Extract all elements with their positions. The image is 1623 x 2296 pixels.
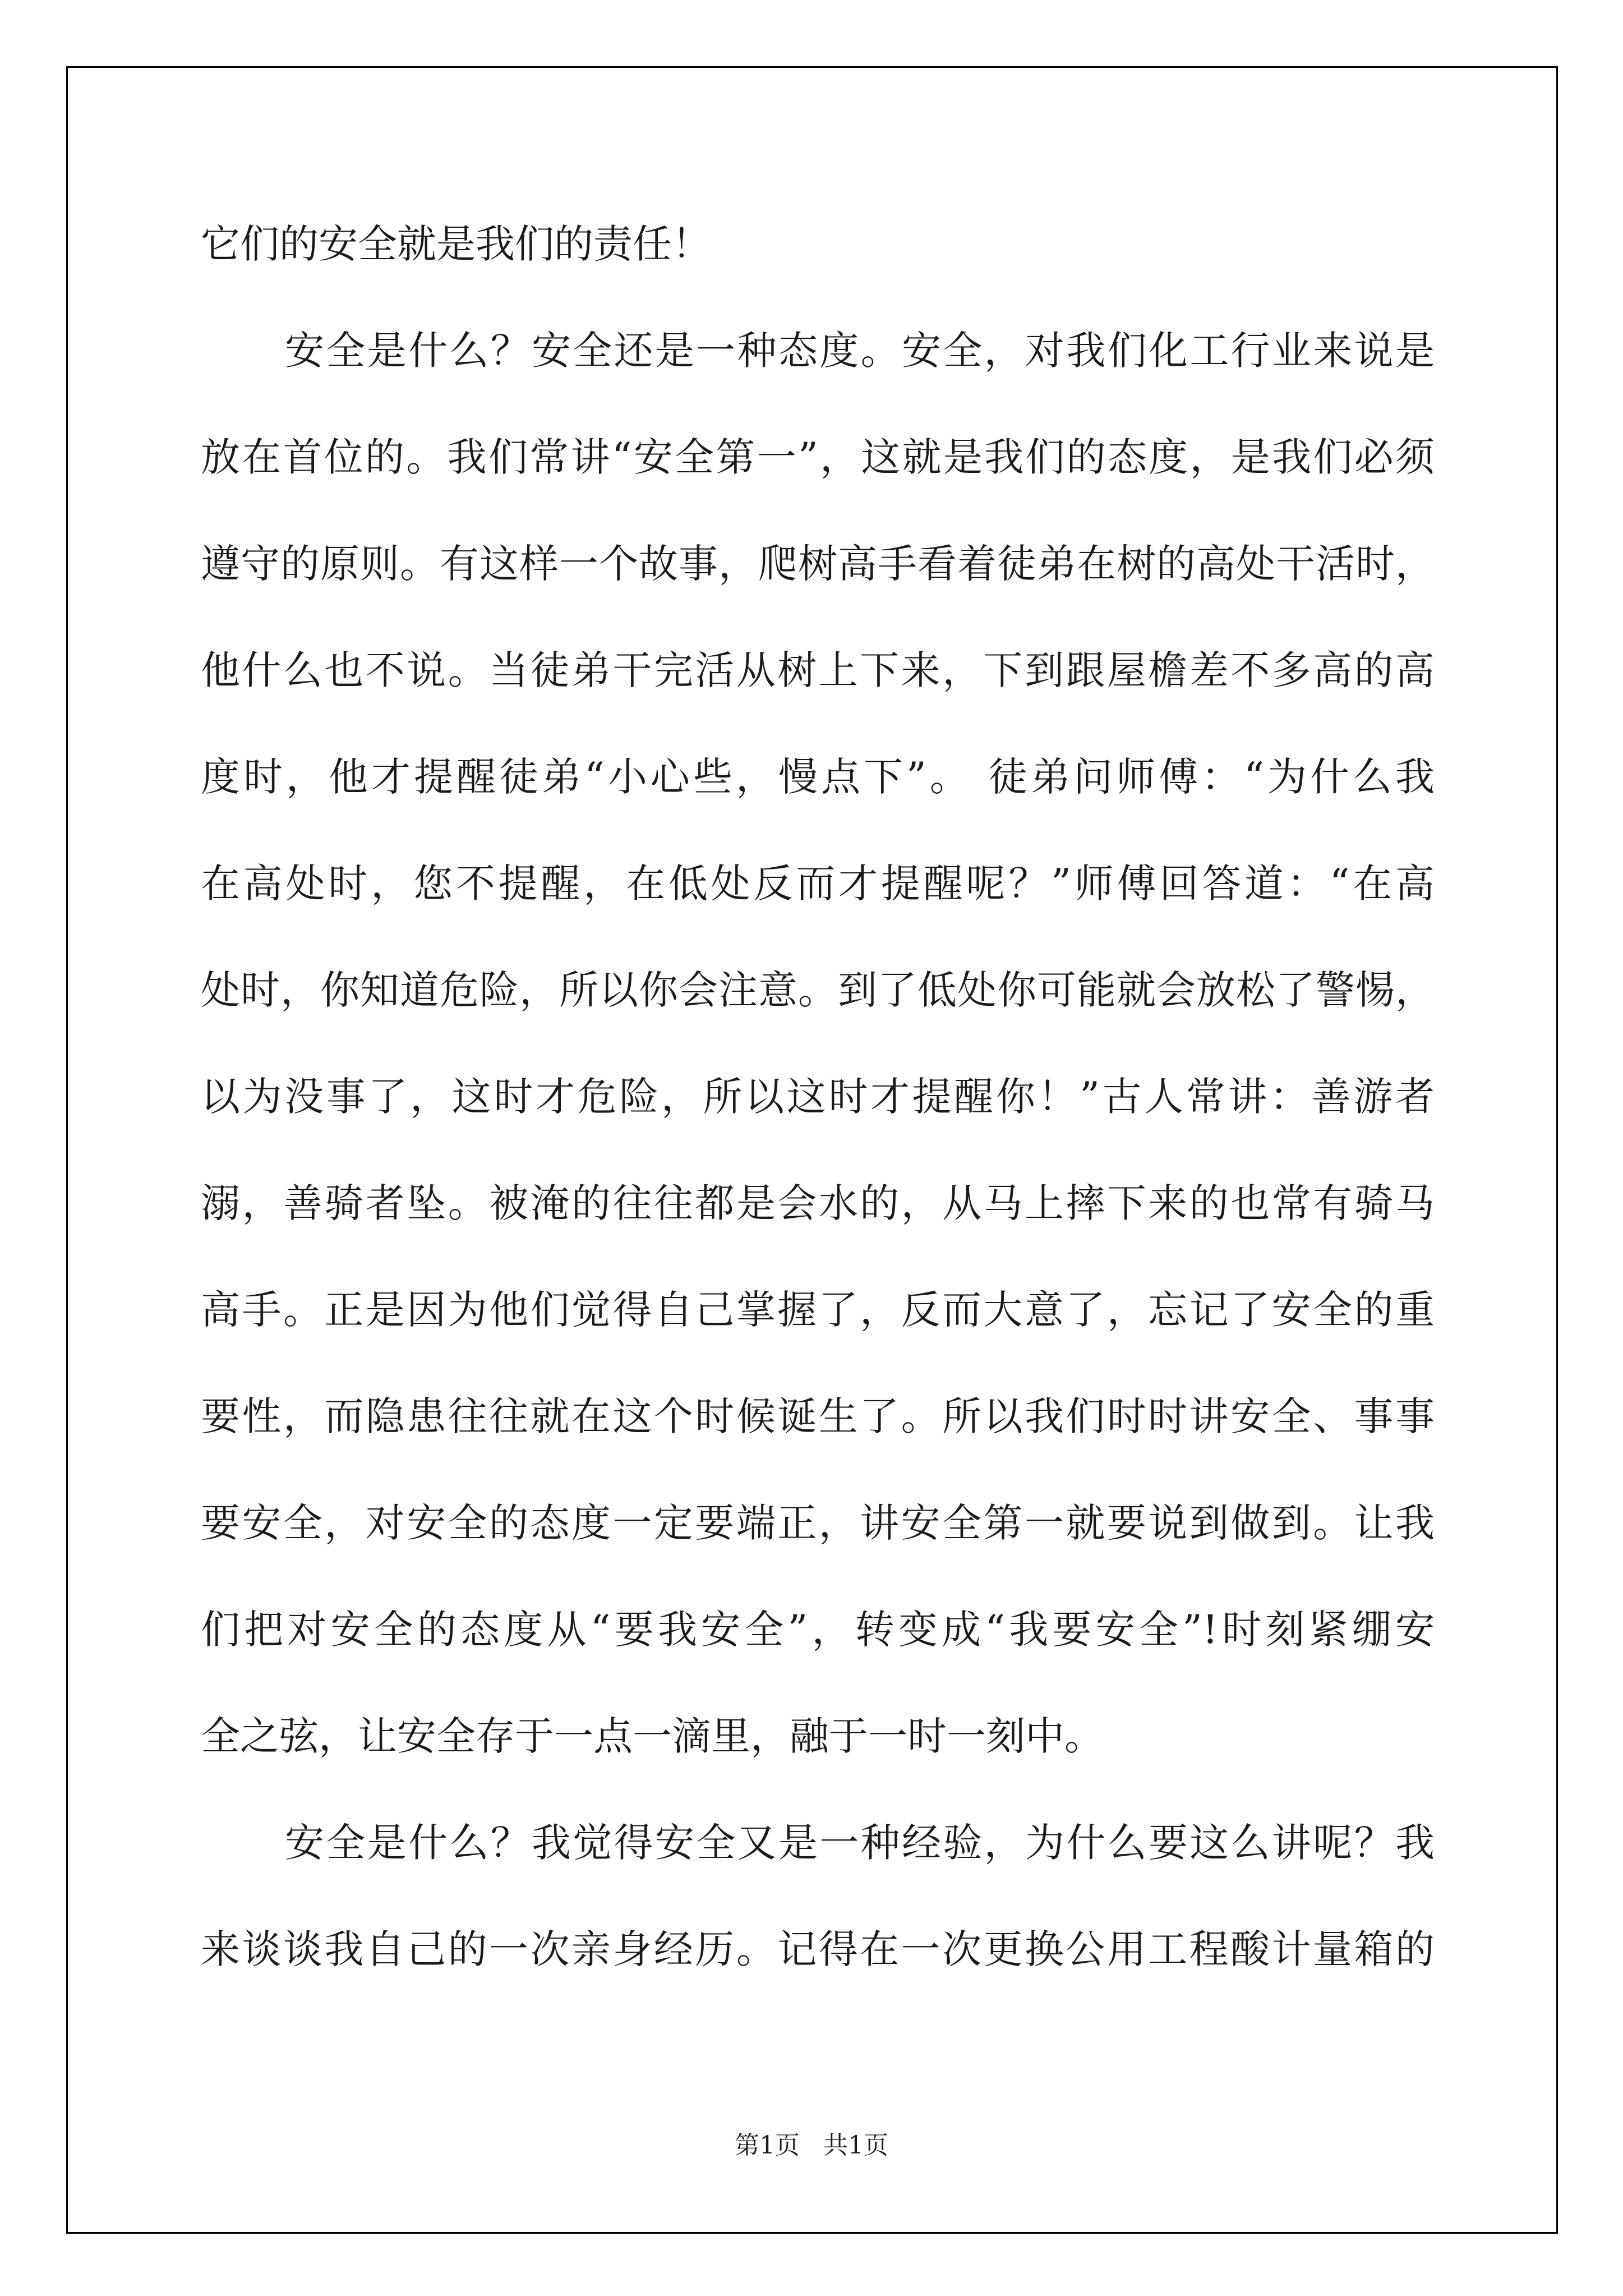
page-total: 共1页 xyxy=(823,2131,888,2160)
text-line: 放在首位的。我们常讲“安全第一”，这就是我们的态度，是我们必须 xyxy=(201,434,1435,480)
text-line: 安全是什么？我觉得安全又是一种经验，为什么要这么讲呢？我 xyxy=(285,1820,1435,1866)
text-line: 他什么也不说。当徒弟干完活从树上下来，下到跟屋檐差不多高的高 xyxy=(201,647,1435,693)
text-line: 安全是什么？安全还是一种态度。安全，对我们化工行业来说是 xyxy=(285,328,1435,374)
text-line: 度时，他才提醒徒弟“小心些，慢点下”。 徒弟问师傅：“为什么我 xyxy=(201,754,1435,800)
text-line: 要安全，对安全的态度一定要端正，讲安全第一就要说到做到。让我 xyxy=(201,1500,1435,1546)
text-line: 们把对安全的态度从“要我安全”，转变成“我要安全”!时刻紧绷安 xyxy=(201,1607,1435,1653)
page-number: 第1页 xyxy=(735,2131,800,2160)
text-line: 要性，而隐患往往就在这个时候诞生了。所以我们时时讲安全、事事 xyxy=(201,1393,1435,1439)
text-line: 高手。正是因为他们觉得自己掌握了，反而大意了，忘记了安全的重 xyxy=(201,1287,1435,1333)
text-line: 它们的安全就是我们的责任！ xyxy=(201,221,711,267)
text-line: 全之弦，让安全存于一点一滴里，融于一时一刻中。 xyxy=(201,1713,1104,1759)
text-line: 处时，你知道危险，所以你会注意。到了低处你可能就会放松了警惕， xyxy=(201,967,1435,1013)
text-line: 来谈谈我自己的一次亲身经历。记得在一次更换公用工程酸计量箱的 xyxy=(201,1926,1435,1972)
text-line: 以为没事了，这时才危险，所以这时才提醒你！”古人常讲：善游者 xyxy=(201,1074,1435,1120)
text-line: 溺，善骑者坠。被淹的往往都是会水的，从马上摔下来的也常有骑马 xyxy=(201,1180,1435,1226)
page-footer xyxy=(0,2129,1623,2162)
text-line: 遵守的原则。有这样一个故事，爬树高手看着徒弟在树的高处干活时， xyxy=(201,541,1435,587)
document-body xyxy=(201,213,1435,2025)
text-line: 在高处时，您不提醒，在低处反而才提醒呢？”师傅回答道：“在高 xyxy=(201,861,1435,907)
